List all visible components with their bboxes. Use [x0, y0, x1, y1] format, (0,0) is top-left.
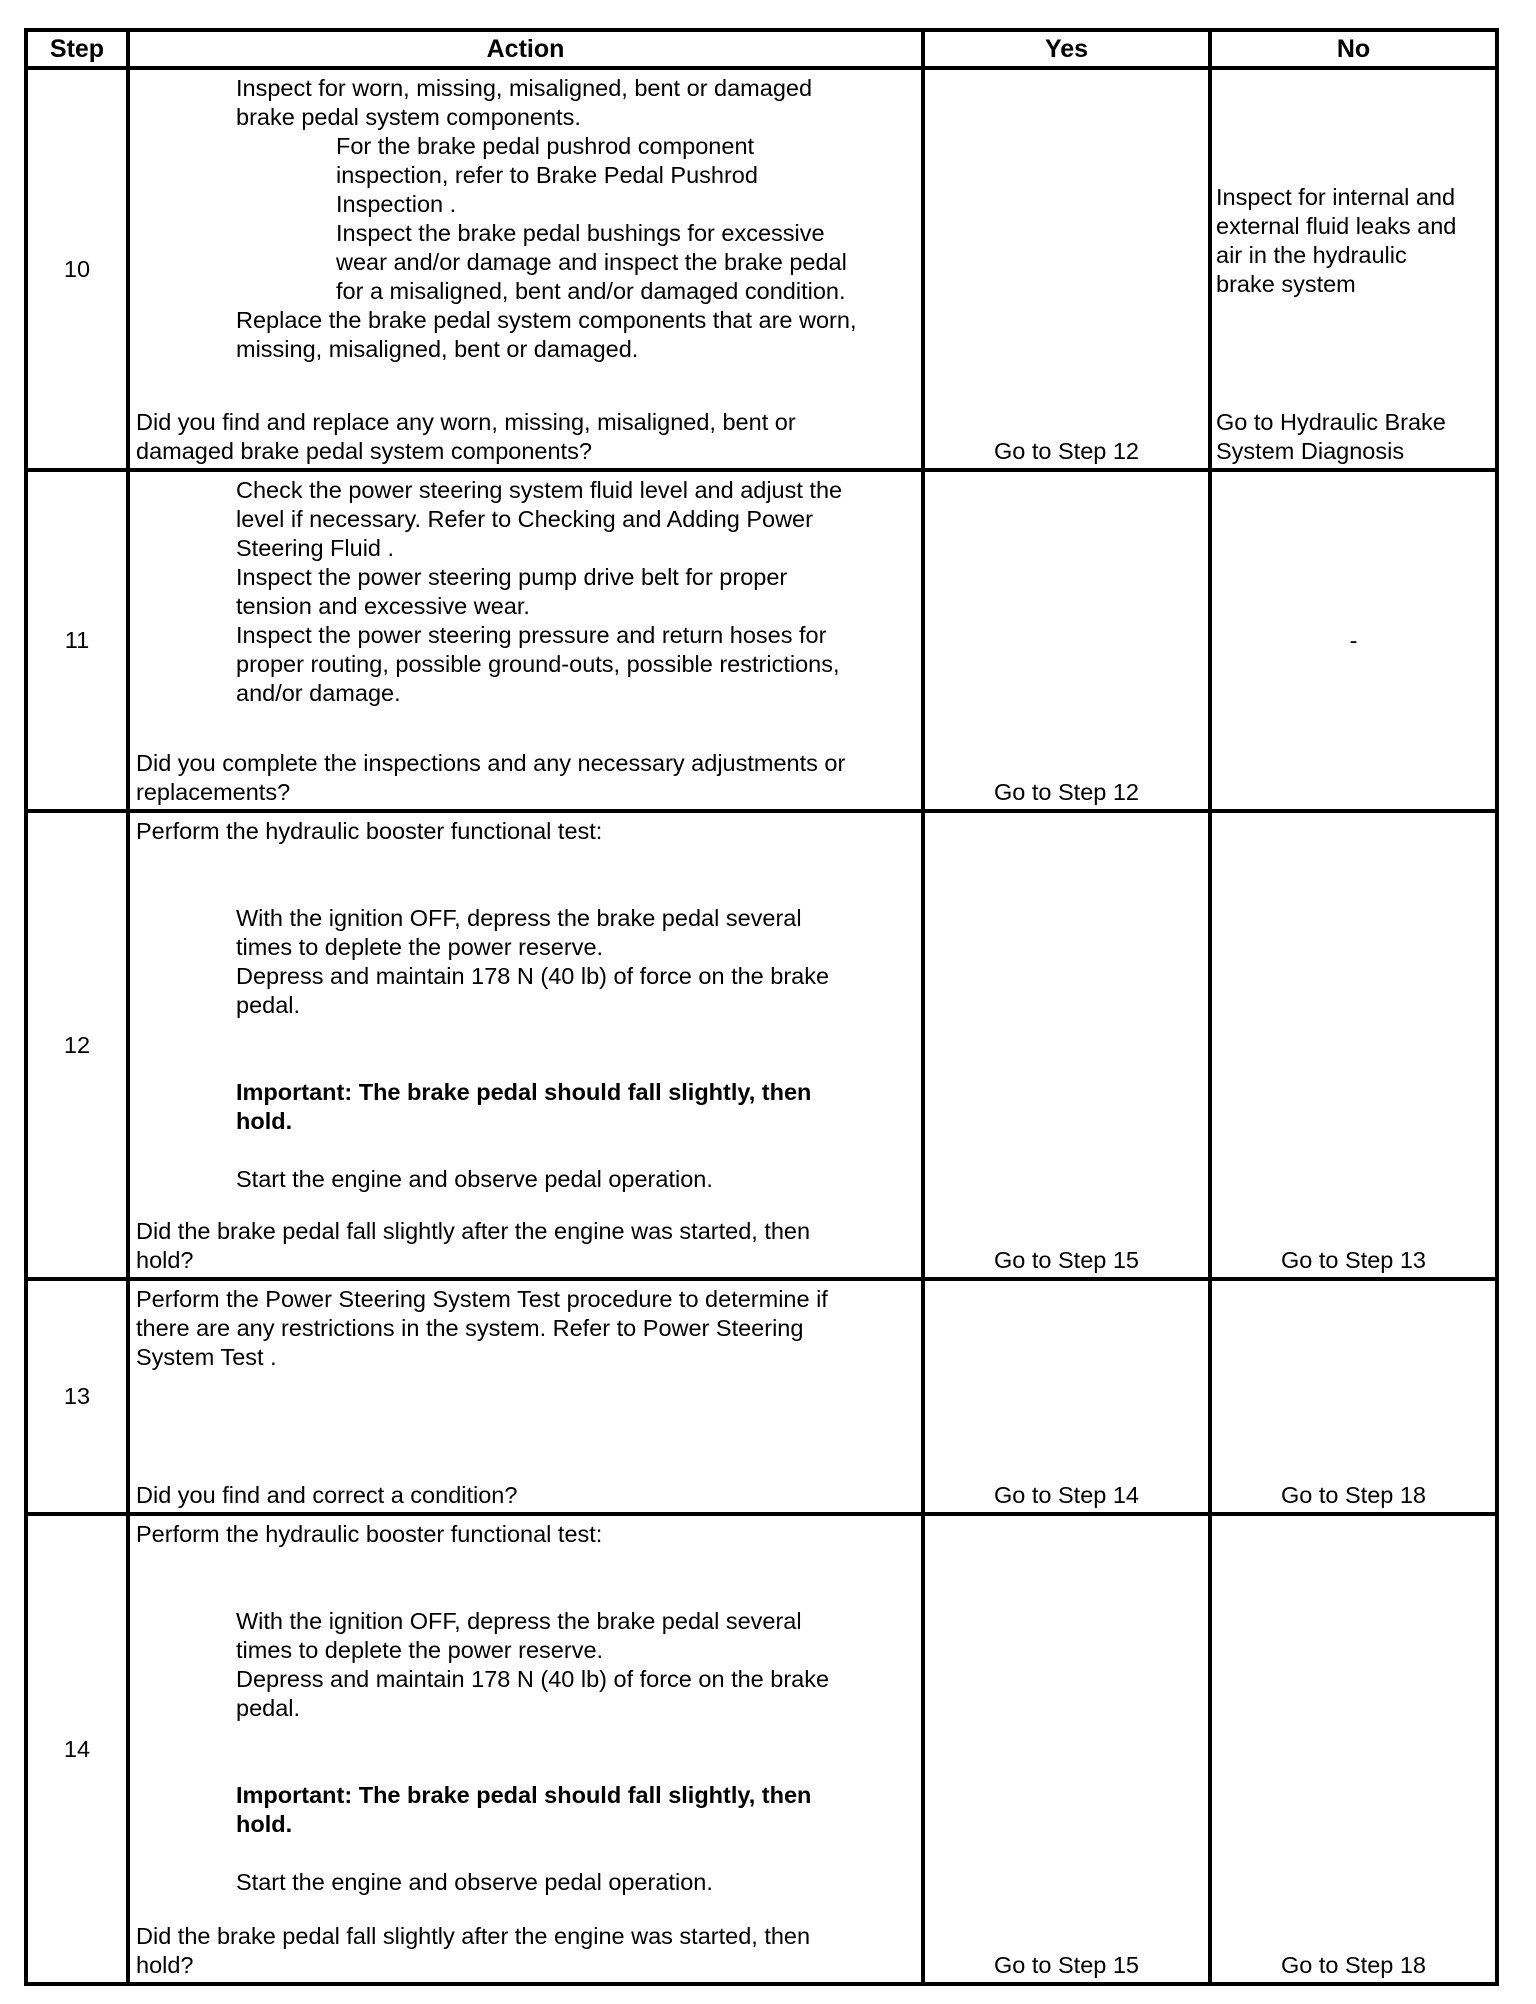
- table-row: [26, 470, 1497, 811]
- header-no: No: [1210, 30, 1497, 68]
- no-result: -: [1349, 627, 1358, 653]
- action-subtext: For the brake pedal pushrod component inspection, refer to Brake Pedal Pushrod Inspection . Inspect the brake pedal bushings for excessive wear and/or damage and inspect the brake pedal for a misaligned, bent and/or damaged condition.: [336, 133, 847, 304]
- header-step: Step: [26, 30, 128, 68]
- action-cell: [128, 1279, 923, 1514]
- table-row: [26, 811, 1497, 1279]
- action-cell: [128, 470, 923, 811]
- step-number: 14: [26, 1514, 128, 1984]
- action-text: Inspect for worn, missing, misaligned, bent or damaged brake pedal system components.: [236, 75, 813, 130]
- no-cell: [1210, 68, 1497, 470]
- action-text: Replace the brake pedal system components that are worn, missing, misaligned, bent or damaged.: [236, 307, 857, 362]
- question-text: Did you find and replace any worn, missing, misaligned, bent or damaged brake pedal system components?: [136, 409, 796, 464]
- step-number: 11: [26, 470, 128, 811]
- yes-result: Go to Step 15: [993, 1247, 1140, 1273]
- no-result: Go to Step 18: [1280, 1482, 1427, 1508]
- diagnostic-table: [24, 28, 1499, 1986]
- action-cell: [128, 1514, 923, 1984]
- question-text: Did you complete the inspections and any necessary adjustments or replacements?: [136, 750, 846, 805]
- no-result: Go to Hydraulic Brake System Diagnosis: [1216, 409, 1446, 464]
- header-yes: Yes: [923, 30, 1210, 68]
- header-action: Action: [128, 30, 923, 68]
- yes-result: Go to Step 12: [993, 438, 1140, 464]
- yes-result: Go to Step 14: [993, 1482, 1140, 1508]
- step-number: 13: [26, 1279, 128, 1514]
- action-intro: Perform the hydraulic booster functional test:: [136, 818, 603, 844]
- no-cell: [1210, 811, 1497, 1279]
- no-cell: [1210, 1279, 1497, 1514]
- yes-cell: [923, 68, 1210, 470]
- yes-cell: [923, 1279, 1210, 1514]
- no-result: Go to Step 13: [1280, 1247, 1427, 1273]
- action-text: With the ignition OFF, depress the brake pedal several times to deplete the power reserve. Depress and maintain 178 N (40 lb) of force on the brake pedal.: [236, 1608, 830, 1721]
- action-intro: Perform the hydraulic booster functional test:: [136, 1521, 603, 1547]
- action-cell: [128, 68, 923, 470]
- yes-result: Go to Step 12: [993, 779, 1140, 805]
- action-text: With the ignition OFF, depress the brake pedal several times to deplete the power reserve. Depress and maintain 178 N (40 lb) of force on the brake pedal.: [236, 905, 830, 1018]
- no-cell: [1210, 470, 1497, 811]
- table-row: [26, 1279, 1497, 1514]
- action-text: Start the engine and observe pedal operation.: [236, 1869, 713, 1895]
- yes-cell: [923, 811, 1210, 1279]
- table-row: [26, 68, 1497, 470]
- important-note: Important: The brake pedal should fall slightly, then hold.: [236, 1079, 812, 1134]
- no-cell: [1210, 1514, 1497, 1984]
- yes-cell: [923, 1514, 1210, 1984]
- action-cell: [128, 811, 923, 1279]
- no-note: Inspect for internal and external fluid leaks and air in the hydraulic brake system: [1216, 184, 1457, 297]
- action-text: Check the power steering system fluid level and adjust the level if necessary. Refer to Checking and Adding Power Steering Fluid . Inspect the power steering pump drive belt for proper tension and excessive wear. Inspect the power steering pressure and return hoses for proper routing, possible ground-outs, possible restrictions, and/or damage.: [236, 477, 843, 706]
- table-row: [26, 1514, 1497, 1984]
- header-row: [26, 30, 1497, 68]
- step-number: 12: [26, 811, 128, 1279]
- no-result: Go to Step 18: [1280, 1952, 1427, 1978]
- important-note: Important: The brake pedal should fall slightly, then hold.: [236, 1782, 812, 1837]
- action-intro: Perform the Power Steering System Test procedure to determine if there are any restrictions in the system. Refer to Power Steering System Test .: [136, 1286, 828, 1370]
- question-text: Did you find and correct a condition?: [136, 1482, 518, 1508]
- step-number: 10: [26, 68, 128, 470]
- yes-cell: [923, 470, 1210, 811]
- question-text: Did the brake pedal fall slightly after the engine was started, then hold?: [136, 1923, 811, 1978]
- question-text: Did the brake pedal fall slightly after the engine was started, then hold?: [136, 1218, 811, 1273]
- yes-result: Go to Step 15: [993, 1952, 1140, 1978]
- action-text: Start the engine and observe pedal operation.: [236, 1166, 713, 1192]
